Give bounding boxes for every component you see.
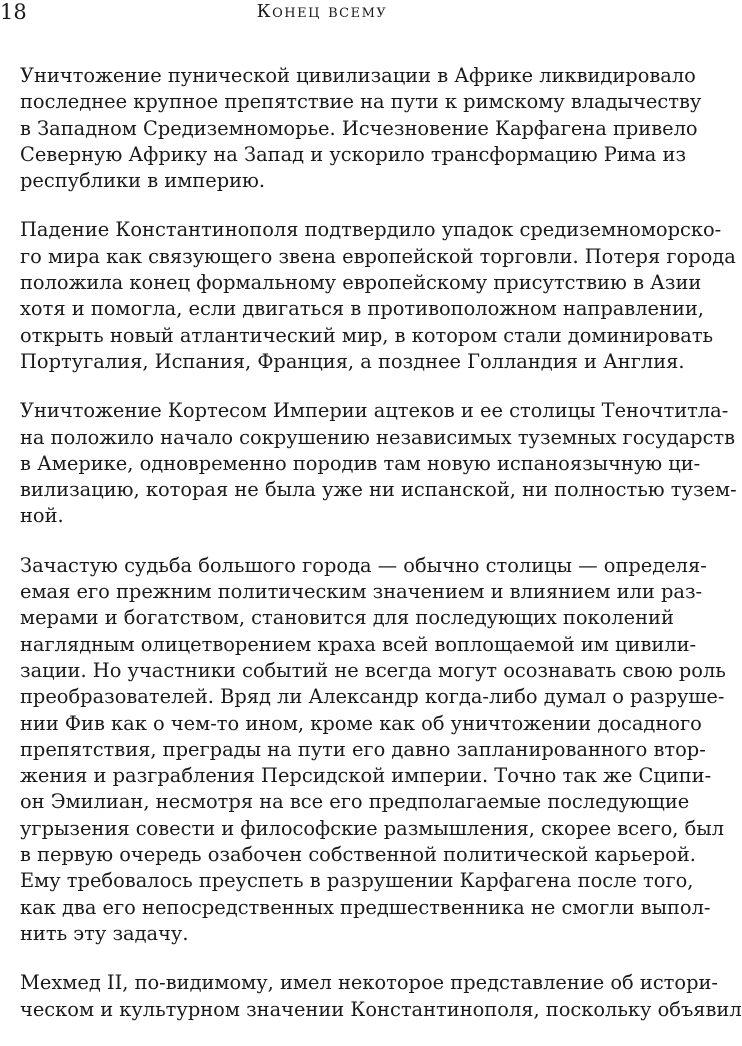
text-line: Ему требовалось преуспеть в разрушении Карфагена после того,: [20, 869, 694, 893]
text-line: последнее крупное препятствие на пути к римскому владычеству: [20, 90, 702, 114]
text-line: нить эту задачу.: [20, 921, 189, 945]
text-line: ной.: [20, 504, 64, 528]
text-line: положила конец формальному европейскому присутствию в Азии: [20, 271, 702, 295]
text-line: в Америке, одновременно породив там новую испаноязычную ци-: [20, 451, 701, 475]
paragraph-3: [20, 398, 737, 529]
body-text: [20, 63, 742, 1046]
text-line: Португалия, Испания, Франция, а позднее Голландия и Англия.: [20, 349, 685, 373]
text-line: как два его непосредственных предшественника не смогли выпол-: [20, 895, 711, 919]
text-line: го мира как связующего звена европейской торговли. Потеря города: [20, 244, 736, 268]
text-line: Уничтожение Кортесом Империи ацтеков и ее столицы Теночтитла-: [20, 399, 729, 423]
text-line: емая его прежним политическим значением и влиянием или раз-: [20, 580, 703, 604]
text-line: открыть новый атлантический мир, в котором стали доминировать: [20, 323, 714, 347]
text-line: Северную Африку на Запад и ускорило трансформацию Рима из: [20, 142, 687, 166]
text-line: угрызения совести и философские размышления, скорее всего, был: [20, 816, 725, 840]
text-line: он Эмилиан, несмотря на все его предполагаемые последующие: [20, 790, 690, 814]
page-header: [0, 0, 644, 26]
paragraph-5: [20, 970, 742, 1023]
page-number: 18: [0, 0, 27, 24]
text-line: нии Фив как о чем-то ином, кроме как об уничтожении досадного: [20, 711, 702, 735]
paragraph-2: [20, 217, 736, 375]
text-line: жения и разграбления Персидской империи. Точно так же Сципи-: [20, 764, 712, 788]
paragraph-1: [20, 63, 702, 194]
text-line: преобразователей. Вряд ли Александр когда-либо думал о разруше-: [20, 685, 725, 709]
text-line: ческом и культурном значении Константинополя, поскольку объявил: [20, 997, 742, 1021]
text-line: в первую очередь озабочен собственной политической карьерой.: [20, 843, 696, 867]
text-line: в Западном Средиземноморье. Исчезновение Карфагена привело: [20, 116, 698, 140]
text-line: Мехмед II, по-видимому, имел некоторое представление об истори-: [20, 971, 718, 995]
text-line: препятствия, преграды на пути его давно запланированного втор-: [20, 737, 706, 761]
text-line: республики в империю.: [20, 169, 266, 193]
text-line: Зачастую судьба большого города — обычно столицы — определя-: [20, 553, 707, 577]
text-line: мерами и богатством, становится для последующих поколений: [20, 606, 674, 630]
text-line: наглядным олицетворением краха всей воплощаемой им цивили-: [20, 632, 697, 656]
paragraph-4: [20, 553, 726, 947]
text-line: Уничтожение пунической цивилизации в Африке ликвидировало: [20, 64, 696, 87]
text-line: хотя и помогла, если двигаться в противоположном направлении,: [20, 297, 704, 321]
text-line: зации. Но участники событий не всегда могут осознавать свою роль: [20, 658, 726, 682]
running-title: Конец всему: [256, 1, 388, 22]
text-line: Падение Константинополя подтвердило упадок средиземноморско-: [20, 218, 722, 242]
text-line: на положило начало сокрушению независимых туземных государств: [20, 425, 736, 449]
text-line: вилизацию, которая не была уже ни испанской, ни полностью тузем-: [20, 478, 737, 502]
